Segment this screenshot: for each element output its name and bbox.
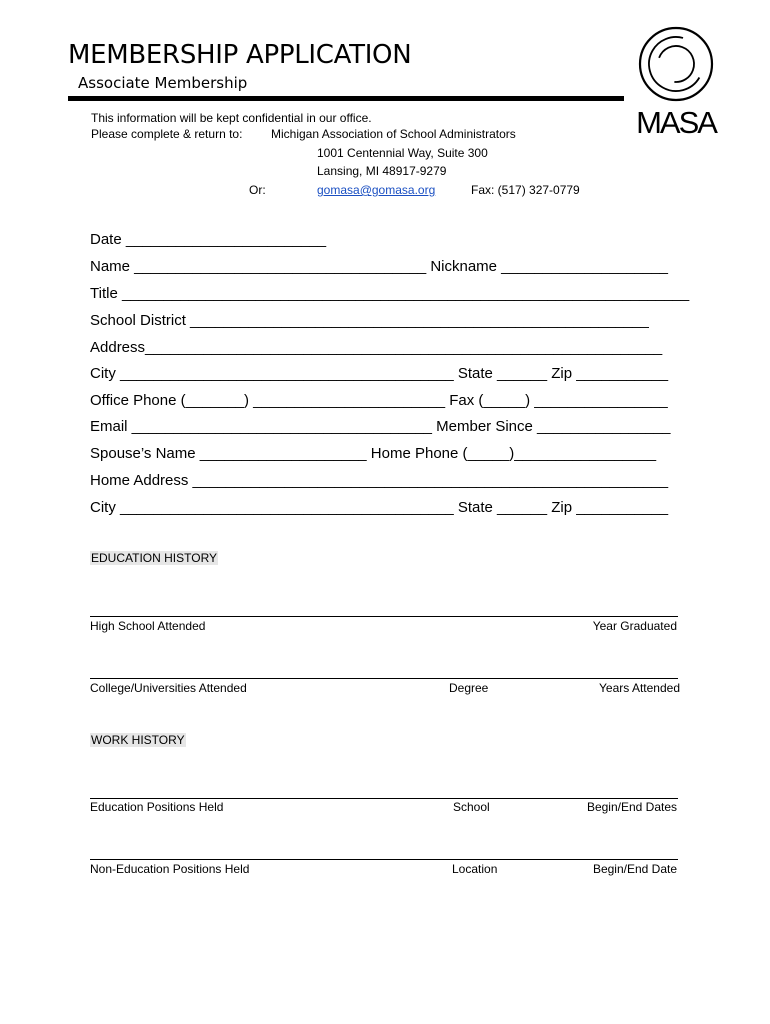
high-school-label: High School Attended [90, 619, 206, 633]
college-line[interactable] [90, 678, 678, 679]
address-field[interactable]: Address______________________________________________________________ [90, 339, 663, 356]
school-label: School [453, 800, 490, 814]
or-label: Or: [249, 183, 266, 197]
high-school-line[interactable] [90, 616, 678, 617]
education-positions-label: Education Positions Held [90, 800, 224, 814]
non-education-positions-label: Non-Education Positions Held [90, 862, 250, 876]
education-positions-line[interactable] [90, 798, 678, 799]
email-link[interactable]: gomasa@gomasa.org [317, 183, 436, 197]
org-street: 1001 Centennial Way, Suite 300 [317, 146, 488, 160]
org-name: Michigan Association of School Administrators [271, 127, 516, 141]
org-fax: Fax: (517) 327-0779 [471, 183, 580, 197]
confidential-note: This information will be kept confidential in our office. [91, 111, 372, 125]
header-divider [68, 96, 624, 101]
city-state-zip-field[interactable]: City ________________________________________ State ______ Zip ___________ [90, 365, 669, 382]
years-attended-label: Years Attended [599, 681, 680, 695]
begin-end-dates-label: Begin/End Dates [586, 800, 677, 814]
spouse-home-phone-field[interactable]: Spouse’s Name ____________________ Home Phone (_____)_________________ [90, 445, 657, 462]
work-history-heading: WORK HISTORY [91, 733, 185, 747]
masa-logo [636, 26, 726, 146]
degree-label: Degree [449, 681, 489, 695]
office-phone-fax-field[interactable]: Office Phone (_______) _______________________ Fax (_____) ________________ [90, 392, 668, 409]
masa-swirl-logo-icon [636, 26, 726, 146]
begin-end-date-label: Begin/End Date [592, 862, 677, 876]
year-graduated-label: Year Graduated [592, 619, 677, 633]
home-address-field[interactable]: Home Address _________________________________________________________ [90, 472, 669, 489]
name-field[interactable]: Name ___________________________________ Nickname ____________________ [90, 258, 669, 275]
email-member-since-field[interactable]: Email ____________________________________ Member Since ________________ [90, 418, 671, 435]
logo-text: MASA [636, 105, 716, 140]
location-label: Location [452, 862, 498, 876]
page-subtitle: Associate Membership [78, 74, 248, 92]
non-education-positions-line[interactable] [90, 859, 678, 860]
school-district-field[interactable]: School District _______________________________________________________ [90, 312, 649, 329]
home-city-state-zip-field[interactable]: City ________________________________________ State ______ Zip ___________ [90, 499, 669, 516]
date-field[interactable]: Date ________________________ [90, 231, 327, 248]
org-city: Lansing, MI 48917-9279 [317, 164, 447, 178]
page-title: MEMBERSHIP APPLICATION [68, 40, 412, 70]
title-field[interactable]: Title ____________________________________________________________________ [90, 285, 690, 302]
college-label: College/Universities Attended [90, 681, 247, 695]
education-history-heading: EDUCATION HISTORY [91, 551, 218, 565]
return-label: Please complete & return to: [91, 127, 243, 141]
